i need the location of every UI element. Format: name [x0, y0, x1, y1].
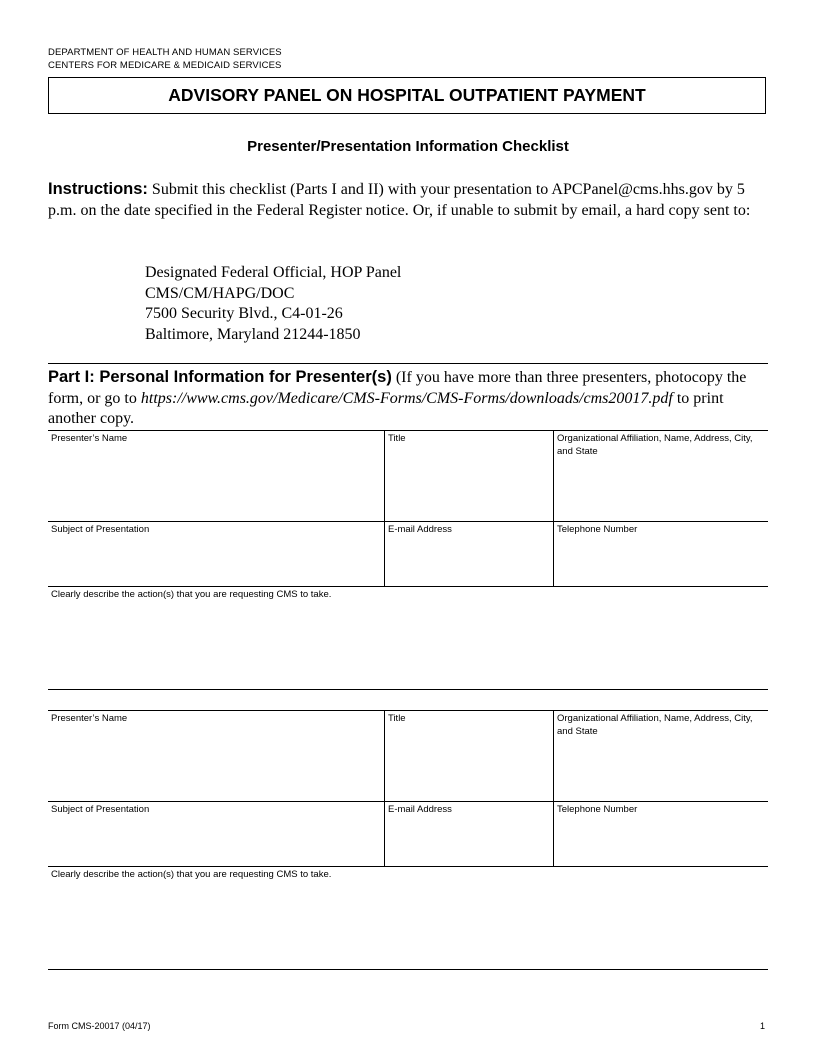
email-field[interactable]	[384, 802, 553, 866]
section-divider	[48, 363, 768, 364]
telephone-label: Telephone Number	[557, 804, 638, 815]
agency-header	[48, 46, 282, 72]
presenter-title-field[interactable]	[384, 711, 553, 801]
subject-field[interactable]	[48, 802, 384, 866]
actions-row	[48, 867, 768, 969]
presenter-title-label: Title	[388, 713, 406, 724]
address-line-2: CMS/CM/HAPG/DOC	[145, 284, 295, 302]
presenter-name-field[interactable]	[48, 431, 384, 521]
part1-text-b: to print another copy.	[48, 389, 724, 427]
telephone-label: Telephone Number	[557, 524, 638, 535]
form-download-link[interactable]: https://www.cms.gov/Medicare/CMS-Forms/CMS-Forms/downloads/cms20017.pdf	[140, 389, 673, 407]
telephone-field[interactable]	[553, 802, 768, 866]
page-number: 1	[760, 1021, 766, 1031]
email-field[interactable]	[384, 522, 553, 586]
email-label: E-mail Address	[388, 524, 452, 535]
presenter-title-label: Title	[388, 433, 406, 444]
affiliation-label: Organizational Affiliation, Name, Address, City, and State	[557, 433, 753, 457]
instructions-text: Submit this checklist (Parts I and II) with your presentation to APCPanel@cms.hhs.gov by 5 p.m. on the date specified in the Federal Register notice. Or, if unable to submit by email, a hard copy sent to:	[48, 181, 751, 219]
affiliation-field[interactable]	[553, 711, 768, 801]
form-title: ADVISORY PANEL ON HOSPITAL OUTPATIENT PAYMENT	[168, 85, 646, 105]
part1-text-a: (If you have more than three presenters, photocopy the form, or go to	[48, 369, 747, 407]
actions-label: Clearly describe the action(s) that you are requesting CMS to take.	[51, 589, 332, 600]
agency-line-2: CENTERS FOR MEDICARE & MEDICAID SERVICES	[48, 60, 282, 71]
subject-label: Subject of Presentation	[51, 804, 150, 815]
address-line-3: 7500 Security Blvd., C4-01-26	[145, 305, 343, 322]
address-line-1: Designated Federal Official, HOP Panel	[145, 264, 402, 281]
presenter-row-2	[48, 802, 768, 867]
presenter-row-2	[48, 522, 768, 587]
presenter-title-field[interactable]	[384, 431, 553, 521]
address-line-4: Baltimore, Maryland 21244-1850	[145, 325, 361, 343]
presenter-block-2	[48, 710, 768, 970]
form-subtitle: Presenter/Presentation Information Checklist	[247, 138, 569, 155]
presenter-block-1	[48, 430, 768, 690]
agency-line-1: DEPARTMENT OF HEALTH AND HUMAN SERVICES	[48, 47, 282, 58]
mailing-address	[145, 263, 401, 345]
actions-row	[48, 587, 768, 689]
affiliation-field[interactable]	[553, 431, 768, 521]
form-number: Form CMS-20017 (04/17)	[48, 1021, 151, 1031]
part1-paragraph	[48, 367, 770, 430]
email-label: E-mail Address	[388, 804, 452, 815]
telephone-field[interactable]	[553, 522, 768, 586]
actions-label: Clearly describe the action(s) that you are requesting CMS to take.	[51, 869, 332, 880]
form-title-box	[48, 77, 766, 114]
presenter-row-1	[48, 431, 768, 522]
instructions-label: Instructions:	[48, 180, 148, 198]
subject-field[interactable]	[48, 522, 384, 586]
part1-label: Part I: Personal Information for Presenter(s)	[48, 368, 392, 386]
presenter-name-field[interactable]	[48, 711, 384, 801]
instructions-paragraph	[48, 179, 770, 221]
affiliation-label: Organizational Affiliation, Name, Address, City, and State	[557, 713, 753, 737]
presenter-name-label: Presenter’s Name	[51, 713, 128, 724]
presenter-name-label: Presenter’s Name	[51, 433, 128, 444]
presenter-row-1	[48, 711, 768, 802]
actions-field[interactable]	[48, 867, 768, 969]
actions-field[interactable]	[48, 587, 768, 689]
subject-label: Subject of Presentation	[51, 524, 150, 535]
